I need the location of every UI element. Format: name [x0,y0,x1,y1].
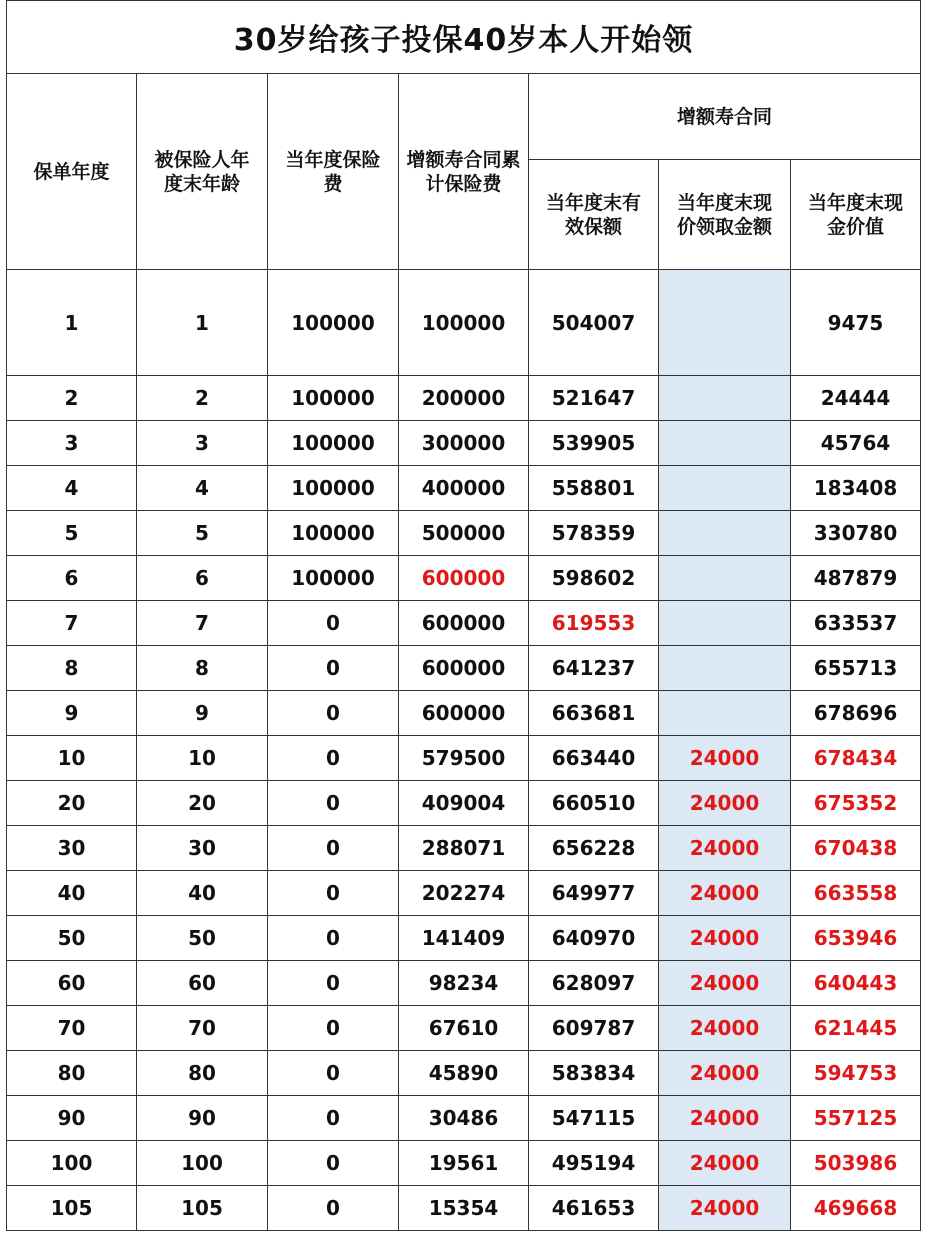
cell-withdrawal: 24000 [659,1186,791,1231]
cell-withdrawal [659,691,791,736]
cell-age: 50 [137,916,268,961]
cell-cash-value: 503986 [791,1141,921,1186]
cell-cash-value: 621445 [791,1006,921,1051]
table-row [7,736,921,781]
cell-cash-value: 469668 [791,1186,921,1231]
cell-policy-year: 50 [7,916,137,961]
cell-policy-year: 7 [7,601,137,646]
cell-cumulative-premium: 30486 [399,1096,529,1141]
cell-effective-sum: 558801 [529,466,659,511]
table-row [7,916,921,961]
table-row [7,826,921,871]
cell-policy-year: 5 [7,511,137,556]
cell-age: 10 [137,736,268,781]
cell-withdrawal [659,466,791,511]
cell-cumulative-premium: 300000 [399,421,529,466]
cell-withdrawal [659,270,791,376]
cell-annual-premium: 100000 [268,556,399,601]
cell-withdrawal [659,556,791,601]
cell-withdrawal: 24000 [659,826,791,871]
cell-effective-sum: 649977 [529,871,659,916]
cell-withdrawal [659,376,791,421]
cell-withdrawal [659,601,791,646]
cell-withdrawal: 24000 [659,1006,791,1051]
cell-cash-value: 678434 [791,736,921,781]
header-cash-value: 当年度末现金价值 [791,160,921,270]
table-row [7,646,921,691]
cell-cumulative-premium: 400000 [399,466,529,511]
cell-cash-value: 655713 [791,646,921,691]
benefit-illustration-table [6,0,921,1231]
cell-annual-premium: 0 [268,826,399,871]
table-body [7,270,921,1231]
cell-effective-sum: 663440 [529,736,659,781]
cell-age: 7 [137,601,268,646]
cell-effective-sum: 628097 [529,961,659,1006]
table-row [7,1096,921,1141]
cell-policy-year: 6 [7,556,137,601]
cell-cumulative-premium: 202274 [399,871,529,916]
cell-policy-year: 30 [7,826,137,871]
cell-withdrawal: 24000 [659,1141,791,1186]
cell-age: 40 [137,871,268,916]
cell-cumulative-premium: 288071 [399,826,529,871]
cell-effective-sum: 656228 [529,826,659,871]
cell-annual-premium: 100000 [268,466,399,511]
cell-cash-value: 675352 [791,781,921,826]
header-cumulative-premium: 增额寿合同累计保险费 [399,74,529,270]
cell-age: 20 [137,781,268,826]
cell-cash-value: 45764 [791,421,921,466]
cell-withdrawal [659,646,791,691]
cell-withdrawal: 24000 [659,1096,791,1141]
cell-policy-year: 3 [7,421,137,466]
illustration-table-wrapper [6,0,920,1231]
table-row [7,466,921,511]
cell-effective-sum: 663681 [529,691,659,736]
cell-annual-premium: 0 [268,961,399,1006]
cell-cumulative-premium: 141409 [399,916,529,961]
table-row [7,601,921,646]
cell-annual-premium: 100000 [268,421,399,466]
cell-annual-premium: 0 [268,1006,399,1051]
cell-cash-value: 557125 [791,1096,921,1141]
cell-policy-year: 1 [7,270,137,376]
cell-cash-value: 670438 [791,826,921,871]
cell-effective-sum: 641237 [529,646,659,691]
cell-age: 80 [137,1051,268,1096]
cell-age: 105 [137,1186,268,1231]
header-withdrawal: 当年度末现价领取金额 [659,160,791,270]
cell-cumulative-premium: 579500 [399,736,529,781]
cell-age: 5 [137,511,268,556]
cell-effective-sum: 521647 [529,376,659,421]
cell-effective-sum: 660510 [529,781,659,826]
cell-cumulative-premium: 67610 [399,1006,529,1051]
cell-policy-year: 70 [7,1006,137,1051]
cell-effective-sum: 578359 [529,511,659,556]
cell-age: 9 [137,691,268,736]
cell-effective-sum: 547115 [529,1096,659,1141]
cell-annual-premium: 0 [268,691,399,736]
cell-cumulative-premium: 600000 [399,691,529,736]
cell-age: 2 [137,376,268,421]
cell-annual-premium: 0 [268,1096,399,1141]
cell-annual-premium: 100000 [268,511,399,556]
cell-withdrawal [659,511,791,556]
cell-cumulative-premium: 45890 [399,1051,529,1096]
cell-withdrawal: 24000 [659,781,791,826]
cell-effective-sum: 598602 [529,556,659,601]
cell-cash-value: 9475 [791,270,921,376]
cell-cumulative-premium: 600000 [399,646,529,691]
header-effective-sum: 当年度末有效保额 [529,160,659,270]
cell-effective-sum: 609787 [529,1006,659,1051]
cell-withdrawal: 24000 [659,871,791,916]
cell-effective-sum: 495194 [529,1141,659,1186]
cell-age: 4 [137,466,268,511]
cell-policy-year: 10 [7,736,137,781]
cell-withdrawal: 24000 [659,961,791,1006]
cell-annual-premium: 100000 [268,270,399,376]
cell-annual-premium: 0 [268,601,399,646]
cell-age: 90 [137,1096,268,1141]
table-row [7,1186,921,1231]
cell-cumulative-premium: 500000 [399,511,529,556]
cell-age: 60 [137,961,268,1006]
cell-annual-premium: 0 [268,1141,399,1186]
table-row [7,270,921,376]
table-row [7,691,921,736]
cell-age: 70 [137,1006,268,1051]
cell-policy-year: 2 [7,376,137,421]
table-row [7,961,921,1006]
cell-policy-year: 4 [7,466,137,511]
cell-cumulative-premium: 19561 [399,1141,529,1186]
header-group-contract: 增额寿合同 [529,74,921,160]
cell-withdrawal: 24000 [659,736,791,781]
cell-cash-value: 183408 [791,466,921,511]
cell-policy-year: 105 [7,1186,137,1231]
cell-policy-year: 100 [7,1141,137,1186]
table-title: 30岁给孩子投保40岁本人开始领 [7,1,921,74]
table-row [7,556,921,601]
cell-cumulative-premium: 600000 [399,556,529,601]
cell-cash-value: 633537 [791,601,921,646]
cell-age: 6 [137,556,268,601]
table-row [7,421,921,466]
table-row [7,781,921,826]
table-row [7,1141,921,1186]
cell-effective-sum: 619553 [529,601,659,646]
cell-cumulative-premium: 100000 [399,270,529,376]
cell-cumulative-premium: 98234 [399,961,529,1006]
cell-annual-premium: 0 [268,1051,399,1096]
table-row [7,871,921,916]
cell-annual-premium: 0 [268,1186,399,1231]
cell-effective-sum: 640970 [529,916,659,961]
cell-effective-sum: 461653 [529,1186,659,1231]
header-insured-age: 被保险人年度末年龄 [137,74,268,270]
cell-policy-year: 8 [7,646,137,691]
cell-cash-value: 330780 [791,511,921,556]
cell-policy-year: 80 [7,1051,137,1096]
cell-cash-value: 594753 [791,1051,921,1096]
cell-cumulative-premium: 15354 [399,1186,529,1231]
cell-policy-year: 90 [7,1096,137,1141]
table-row [7,376,921,421]
cell-policy-year: 20 [7,781,137,826]
cell-annual-premium: 0 [268,871,399,916]
cell-cash-value: 487879 [791,556,921,601]
header-annual-premium: 当年度保险费 [268,74,399,270]
cell-cash-value: 640443 [791,961,921,1006]
cell-annual-premium: 0 [268,781,399,826]
cell-annual-premium: 0 [268,736,399,781]
cell-withdrawal: 24000 [659,916,791,961]
cell-cash-value: 24444 [791,376,921,421]
cell-age: 30 [137,826,268,871]
table-row [7,511,921,556]
table-row [7,1051,921,1096]
header-policy-year: 保单年度 [7,74,137,270]
cell-annual-premium: 0 [268,646,399,691]
cell-annual-premium: 0 [268,916,399,961]
cell-age: 3 [137,421,268,466]
cell-age: 100 [137,1141,268,1186]
cell-cash-value: 663558 [791,871,921,916]
cell-cumulative-premium: 409004 [399,781,529,826]
cell-cash-value: 653946 [791,916,921,961]
cell-withdrawal [659,421,791,466]
cell-policy-year: 40 [7,871,137,916]
cell-age: 1 [137,270,268,376]
cell-effective-sum: 504007 [529,270,659,376]
cell-policy-year: 60 [7,961,137,1006]
table-row [7,1006,921,1051]
cell-cumulative-premium: 600000 [399,601,529,646]
cell-age: 8 [137,646,268,691]
cell-annual-premium: 100000 [268,376,399,421]
cell-effective-sum: 539905 [529,421,659,466]
cell-cumulative-premium: 200000 [399,376,529,421]
cell-effective-sum: 583834 [529,1051,659,1096]
cell-policy-year: 9 [7,691,137,736]
cell-cash-value: 678696 [791,691,921,736]
cell-withdrawal: 24000 [659,1051,791,1096]
